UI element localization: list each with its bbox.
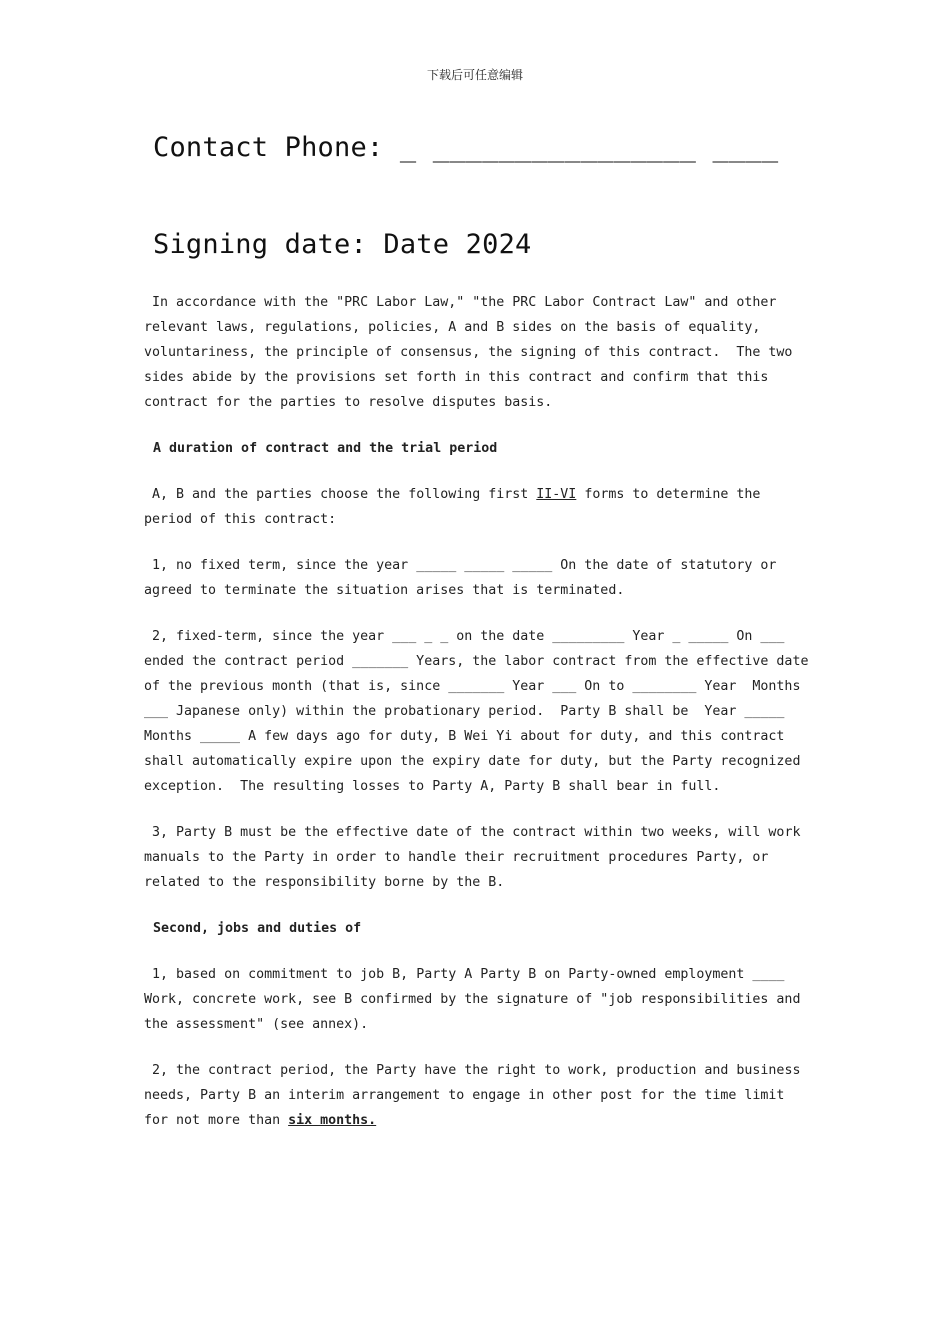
signing-date-line: Signing date: Date 2024 xyxy=(153,229,532,260)
duration-item-2: 2, fixed-term, since the year ___ _ _ on the date _________ Year _ _____ On ___ ended the contract period _______ Years, the labor contract from the effective date of the previous month (that is, since _______ Year ___ On to ________ Year Months ___ Japanese only) within the probationary period. Party B shall be Year _____ Months _____ A few days ago for duty, B Wei Yi about for duty, and this contract shall automatically expire upon the expiry date for duty, but the Party recognized exception. The resulting losses to Party A, Party B shall bear in full. xyxy=(144,629,817,794)
duration-text-before: A, B and the parties choose the following first xyxy=(144,487,537,502)
duration-paragraph xyxy=(144,482,809,532)
jobs-item-1: 1, based on commitment to job B, Party A Party B on Party-owned employment ____ Work, concrete work, see B confirmed by the signature of "job responsibilities and the assessment" (see annex). xyxy=(144,967,809,1032)
page-header-note: 下载后可任意编辑 xyxy=(426,68,523,82)
jobs-item-2 xyxy=(144,1058,809,1133)
duration-item-3: 3, Party B must be the effective date of the contract within two weeks, will work manuals to the Party in order to handle their recruitment procedures Party, or related to the responsibility borne by the B. xyxy=(144,825,809,890)
duration-text-after: forms to determine the period of this contract: xyxy=(144,487,769,527)
forms-range-link: II-VI xyxy=(536,487,577,502)
intro-paragraph: In accordance with the "PRC Labor Law," "the PRC Labor Contract Law" and other relevant laws, regulations, policies, A and B sides on the basis of equality, voluntariness, the principle of consensus, the signing of this contract. The two sides abide by the provisions set forth in this contract and confirm that this contract for the parties to resolve disputes basis. xyxy=(144,295,801,410)
section-heading-jobs: Second, jobs and duties of xyxy=(153,921,362,936)
contract-body xyxy=(144,290,817,1154)
duration-item-1: 1, no fixed term, since the year _____ _____ _____ On the date of statutory or agreed to terminate the situation arises that is terminated. xyxy=(144,558,785,598)
jobs-item-2-text: 2, the contract period, the Party have the right to work, production and business needs, Party B an interim arrangement to engage in other post for the time limit for not more than xyxy=(144,1063,809,1128)
contact-phone-line: Contact Phone: _ ________________ ____ xyxy=(153,132,779,163)
section-heading-duration: A duration of contract and the trial period xyxy=(153,441,498,456)
six-months-emphasis: six months. xyxy=(288,1113,377,1128)
